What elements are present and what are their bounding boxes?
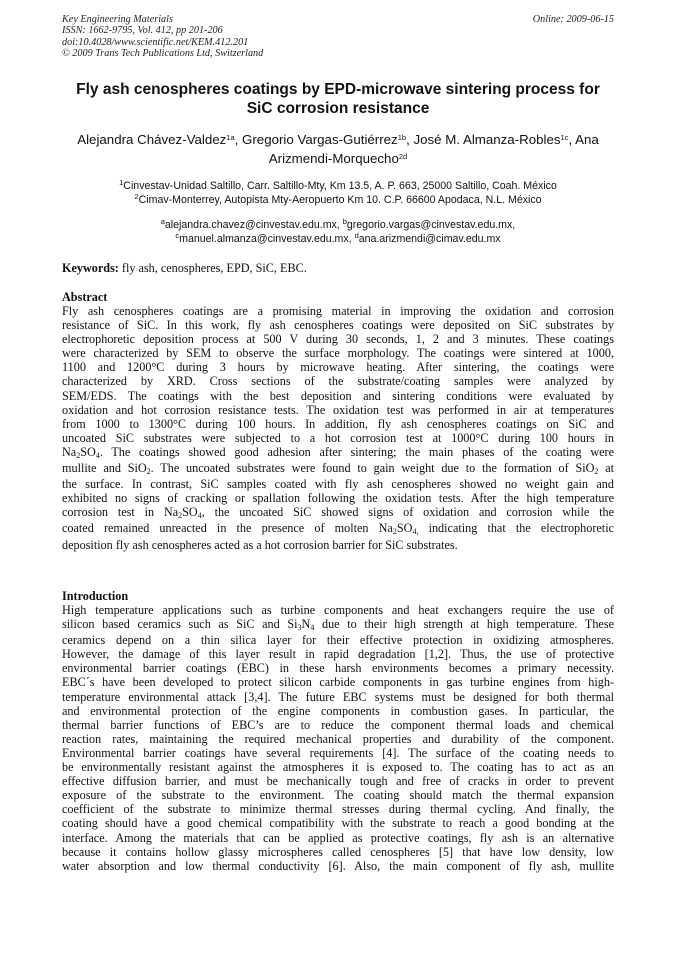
intro-line: EBC´s have been developed to protect silicon carbide components in gas turbine engines from high- (62, 675, 614, 690)
email-d[interactable]: ana.arizmendi@cimav.edu.mx (358, 232, 501, 245)
abstract-text: , the uncoated SiC showed signs of oxidation and corrosion while the (201, 505, 614, 520)
email-b[interactable]: gregorio.vargas@cinvestav.edu.mx, (346, 219, 516, 231)
intro-text: silicon based ceramics such as SiC and Si (62, 617, 298, 632)
intro-text: due to their high strength at high temperature. These (314, 617, 614, 632)
affiliation-1-text: Cinvestav-Unidad Saltillo, Carr. Saltillo-Mty, Km 13.5, A. P. 663, 25000 Saltillo, Coah. México (123, 180, 557, 192)
abstract-text: corrosion test in Na (62, 505, 179, 520)
author-5: Arizmendi-Morquecho (268, 151, 399, 166)
copyright-line: © 2009 Trans Tech Publications Ltd, Switzerland (62, 48, 264, 60)
intro-line: High temperature applications such as turbine components and heat exchangers require the use of (62, 603, 614, 617)
intro-line: coating should have a good chemical compatibility with the substrate to reach a good bonding at the (62, 816, 614, 831)
abstract-line: the surface. In contrast, SiC samples coated with fly ash cenospheres showed no weight gain and (62, 477, 614, 492)
author-emails (62, 219, 614, 246)
introduction-body (62, 603, 614, 873)
abstract-line: from 1000 to 1300°C during 100 hours. In addition, fly ash cenospheres coatings on SiC and (62, 416, 614, 431)
intro-line: exposure of the substrate to the environment. The coating should match the thermal expansion (62, 788, 614, 803)
subscript: 4 (95, 450, 100, 460)
abstract-line: SEM/EDS. The coatings with the best deposition and sintering conditions were evaluated by (62, 388, 614, 403)
subscript: 2 (146, 467, 151, 477)
abstract-line: characterized by XRD. Cross sections of the substrate/coating samples were analyzed by (62, 374, 614, 389)
intro-line: Environmental barrier coatings have several requirements [4]. The surface of the coating needs to (62, 745, 614, 760)
abstract-body (62, 304, 614, 552)
keywords (62, 261, 614, 275)
abstract-text: SO (182, 505, 198, 520)
author-4: , Ana (568, 132, 599, 147)
doi-line: doi:10.4028/www.scientific.net/KEM.412.201 (62, 36, 249, 48)
intro-line: However, the damage of this layer result in rapid degradation [1,2]. Thus, the use of protective (62, 647, 614, 662)
subscript: 2 (76, 450, 81, 460)
abstract-line (62, 461, 614, 477)
abstract-line (62, 521, 614, 537)
subscript: 2 (392, 527, 397, 537)
intro-line: coefficient of the substrate to minimize thermal stresses during thermal cycling. And finally, the (62, 802, 614, 817)
abstract-text: Na (62, 444, 77, 459)
journal-name: Key Engineering Materials (62, 14, 173, 25)
email-c[interactable]: manuel.almanza@cinvestav.edu.mx, (179, 232, 355, 245)
abstract-heading: Abstract (62, 290, 108, 304)
abstract-text: coated remained unreacted in the presence of molten Na (62, 521, 393, 536)
affiliation-1 (62, 180, 614, 194)
author-line-1 (62, 131, 614, 150)
paper-title (62, 80, 614, 118)
author-list (62, 131, 614, 169)
abstract-text: indicating that the electrophoretic (418, 521, 614, 536)
author-line-2 (62, 150, 614, 169)
journal-header (62, 14, 614, 60)
abstract-line: exhibited no signs of cracking or spallation following the oxidation tests. After the high temperature (62, 491, 614, 506)
email-c-sup: c (175, 230, 180, 240)
subscript: 4 (310, 623, 315, 633)
author-2-sup: 1b (397, 133, 407, 142)
abstract-text: at (598, 461, 615, 476)
keywords-label: Keywords: (62, 261, 119, 275)
keywords-text: fly ash, cenospheres, EPD, SiC, EBC. (118, 261, 307, 275)
title-line-1: Fly ash cenospheres coatings by EPD-microwave sintering process for (76, 81, 600, 98)
intro-line: because it contains hollow glassy microspheres called cenospheres [5] that have low density, low (62, 844, 614, 859)
abstract-text: . The coatings showed good adhesion after sintering; the main phases of the coating were (99, 444, 614, 459)
subscript: 4, (412, 527, 419, 537)
author-3-sup: 1c (560, 133, 569, 142)
abstract-line: uncoated SiC substrates were subjected to a hot corrosion test at 1000°C during 100 hours in (62, 430, 614, 445)
abstract-line: were characterized by SEM to observe the surface morphology. The coatings were sintered at 1000, (62, 346, 614, 361)
abstract-line: oxidation and hot corrosion resistance tests. The oxidation test was performed in air at temperatures (62, 402, 614, 417)
subscript: 2 (594, 467, 599, 477)
author-1-sup: 1a (226, 133, 235, 142)
intro-line: environmental barrier coatings (EBC) in these harsh environments becomes a primary necessity. (62, 661, 614, 676)
email-b-sup: b (342, 217, 347, 226)
intro-line (62, 617, 614, 633)
affiliations (62, 180, 614, 207)
subscript: 3 (297, 623, 302, 633)
abstract-text: mullite and SiO (62, 461, 147, 476)
introduction-heading: Introduction (62, 589, 129, 603)
email-line-2 (62, 230, 614, 247)
intro-line: thermal barrier functions of EBC’s are to reduce the component thermal loads and chemical (62, 717, 614, 732)
issn-line: ISSN: 1662-9795, Vol. 412, pp 201-206 (62, 25, 223, 37)
intro-line: and environmental protection of the engine components in combustion gases. In particular, the (62, 703, 614, 718)
intro-text: N (301, 617, 311, 632)
affiliation-1-sup: 1 (119, 178, 124, 187)
email-a[interactable]: alejandra.chavez@cinvestav.edu.mx, (164, 219, 343, 231)
abstract-line: Fly ash cenospheres coatings are a promising material in improving the oxidation and corrosion (62, 304, 614, 318)
intro-line: reaction rates, maintaining the required mechanical properties and durability of the component. (62, 731, 614, 746)
intro-line: be environmentally resistant against the atmospheres it is exposed to. The coating has to act as an (62, 760, 614, 775)
affiliation-2 (62, 191, 614, 208)
author-5-sup: 2d (398, 152, 408, 161)
abstract-text: SO (396, 521, 413, 536)
abstract-line: resistance of SiC. In this work, fly ash cenospheres coatings were deposited on SiC substrates by (62, 318, 614, 333)
intro-line: temperature environmental attack [3,4]. The future EBC systems must be designed for both thermal (62, 689, 614, 704)
email-d-sup: d (354, 230, 359, 240)
abstract-line (62, 445, 614, 461)
subscript: 4 (197, 511, 202, 521)
affiliation-2-text: Cimav-Monterrey, Autopista Mty-Aeropuerto Km 10. C.P. 66600 Apodaca, N.L. México (138, 193, 542, 206)
intro-line: water absorption and low thermal conductivity [6]. Also, the main component of fly ash, mullite (62, 858, 614, 873)
subscript: 2 (178, 511, 183, 521)
abstract-text: SO (80, 444, 96, 459)
intro-line: interface. Among the materials that can be applied as protective coatings, fly ash is an alternative (62, 830, 614, 845)
abstract-text: . The uncoated substrates were found to gain weight due to the formation of SiO (150, 461, 595, 476)
intro-line: ceramics depend on a thin silica layer for their effective protection in oxidizing atmospheres. (62, 633, 614, 648)
title-line-2: SiC corrosion resistance (246, 100, 430, 117)
intro-line: effective diffusion barrier, and must be mechanically tough and free of cracks in order to prevent (62, 774, 614, 789)
email-line-1 (62, 219, 614, 233)
author-2: , Gregorio Vargas-Gutiérrez (234, 132, 398, 147)
author-1: Alejandra Chávez-Valdez (77, 132, 227, 147)
abstract-line: deposition fly ash cenospheres acted as a hot corrosion barrier for SiC substrates. (62, 537, 458, 552)
abstract-line: electrophoretic deposition process at 500 V during 30 seconds, 1, 2 and 3 minutes. These coatings (62, 332, 614, 347)
email-a-sup: a (160, 217, 165, 226)
affiliation-2-sup: 2 (134, 191, 139, 201)
abstract-line (62, 505, 614, 521)
abstract-line: 1100 and 1200°C during 3 hours by microwave heating. After sintering, the coatings were (62, 360, 614, 375)
author-3: , José M. Almanza-Robles (406, 132, 561, 147)
online-date: Online: 2009-06-15 (532, 14, 614, 25)
